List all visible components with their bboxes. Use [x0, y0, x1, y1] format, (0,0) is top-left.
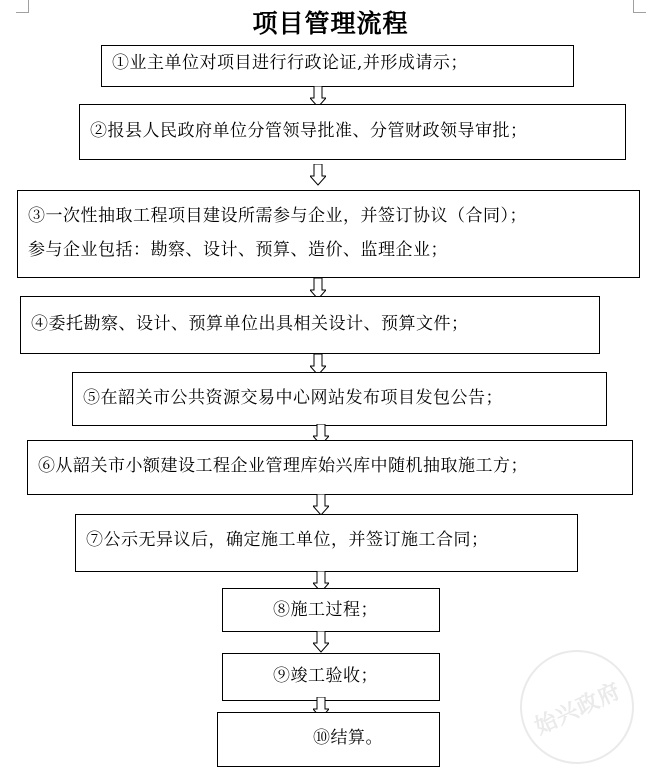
- step-6-box: [27, 440, 633, 495]
- step-3-box: [17, 190, 640, 278]
- step-10-text: ⑩结算。: [313, 728, 383, 748]
- step-8-text: ⑧施工过程；: [273, 600, 378, 620]
- step-3-text-line-1: ③一次性抽取工程项目建设所需参与企业，并签订协议（合同）；: [28, 206, 527, 226]
- step-2-box: [79, 104, 626, 160]
- diagram-title: 项目管理流程: [252, 9, 409, 38]
- step-9-box: [222, 653, 440, 701]
- step-10-box: [217, 712, 440, 767]
- arrow-down-icon: [310, 164, 326, 186]
- step-4-text: ④委托勘察、设计、预算单位出具相关设计、预算文件；: [31, 314, 469, 334]
- step-8-box: [222, 588, 440, 632]
- arrow-down-icon: [313, 494, 329, 516]
- step-4-box: [20, 296, 600, 354]
- step-9-text: ⑨竣工验收；: [273, 666, 378, 686]
- step-5-box: [72, 372, 607, 426]
- step-1-box: [101, 45, 574, 87]
- step-7-box: [75, 514, 578, 572]
- step-7-text: ⑦公示无异议后，确定施工单位，并签订施工合同；: [86, 530, 489, 550]
- watermark-seal: [501, 631, 652, 782]
- watermark-text: 始兴政府: [530, 678, 625, 740]
- step-6-text: ⑥从韶关市小额建设工程企业管理库始兴库中随机抽取施工方；: [38, 456, 528, 476]
- step-1-text: ①业主单位对项目进行行政论证,并形成请示；: [112, 53, 468, 73]
- step-5-text: ⑤在韶关市公共资源交易中心网站发布项目发包公告；: [83, 388, 503, 408]
- step-2-text: ②报县人民政府单位分管领导批准、分管财政领导审批；: [90, 121, 528, 141]
- step-3-text-line-2: 参与企业包括：勘察、设计、预算、造价、监理企业；: [28, 240, 448, 260]
- arrow-down-icon: [313, 631, 329, 653]
